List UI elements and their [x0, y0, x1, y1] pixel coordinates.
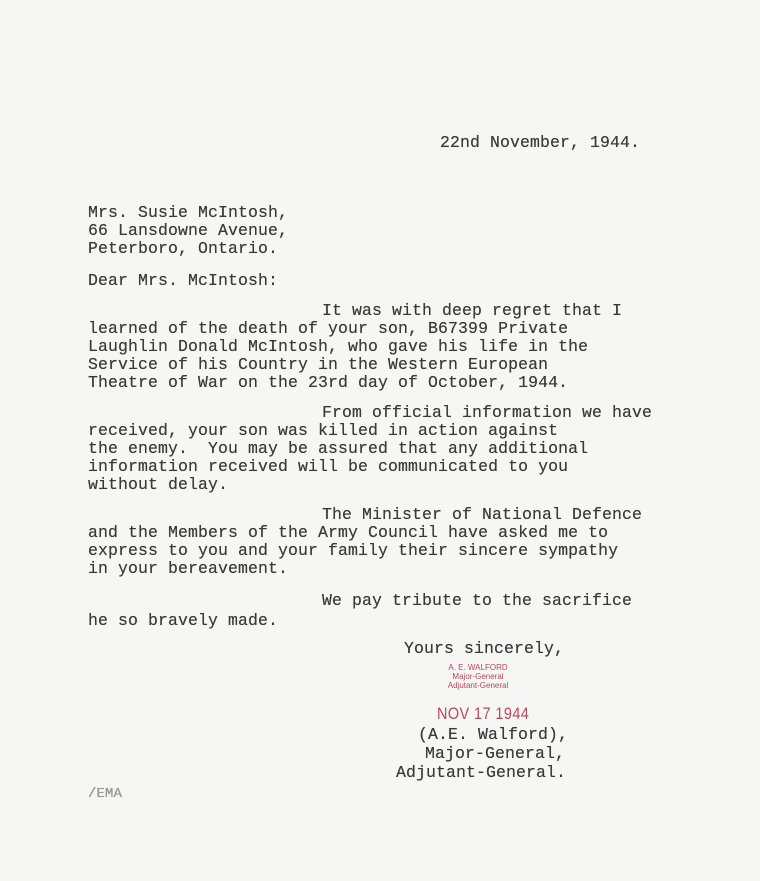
- salutation: Dear Mrs. McIntosh:: [88, 271, 279, 290]
- body-line: without delay.: [88, 475, 229, 494]
- body-line: he so bravely made.: [88, 611, 279, 630]
- signatory-name: (A.E. Walford),: [418, 725, 569, 744]
- address-line: Peterboro, Ontario.: [88, 239, 279, 258]
- paragraph-2: [88, 404, 652, 494]
- body-line: express to you and your family their sincere sympathy: [88, 541, 619, 560]
- body-line: It was with deep regret that I: [322, 301, 623, 320]
- paragraph-4: [88, 591, 632, 631]
- body-line: the enemy. You may be assured that any additional: [88, 439, 589, 458]
- closing: Yours sincerely,: [404, 639, 565, 658]
- body-line: learned of the death of your son, B67399 Private: [88, 319, 569, 338]
- address-line: Mrs. Susie McIntosh,: [88, 203, 289, 222]
- letter-date: 22nd November, 1944.: [440, 133, 641, 152]
- reference-initials: /EMA: [88, 786, 123, 802]
- body-line: Laughlin Donald McIntosh, who gave his life in the: [88, 337, 589, 356]
- body-line: information received will be communicated to you: [88, 457, 569, 476]
- body-line: The Minister of National Defence: [322, 505, 643, 524]
- paragraph-1: [88, 302, 622, 392]
- stamp-rank: Major-General: [452, 672, 504, 681]
- signature-stamp: [418, 663, 538, 690]
- body-line: received, your son was killed in action against: [88, 421, 559, 440]
- paragraph-3: [88, 506, 642, 578]
- stamp-title: Adjutant-General: [447, 681, 509, 690]
- body-line: and the Members of the Army Council have asked me to: [88, 523, 609, 542]
- body-line: in your bereavement.: [88, 559, 289, 578]
- date-stamp: NOV 17 1944: [437, 704, 530, 723]
- signatory-rank: Major-General,: [425, 744, 566, 763]
- body-line: We pay tribute to the sacrifice: [322, 591, 633, 610]
- stamp-name: A. E. WALFORD: [448, 663, 508, 672]
- body-line: Service of his Country in the Western European: [88, 355, 549, 374]
- body-line: From official information we have: [322, 403, 653, 422]
- recipient-address: [88, 204, 288, 258]
- address-line: 66 Lansdowne Avenue,: [88, 221, 289, 240]
- body-line: Theatre of War on the 23rd day of October, 1944.: [88, 373, 569, 392]
- signatory-title: Adjutant-General.: [396, 763, 567, 782]
